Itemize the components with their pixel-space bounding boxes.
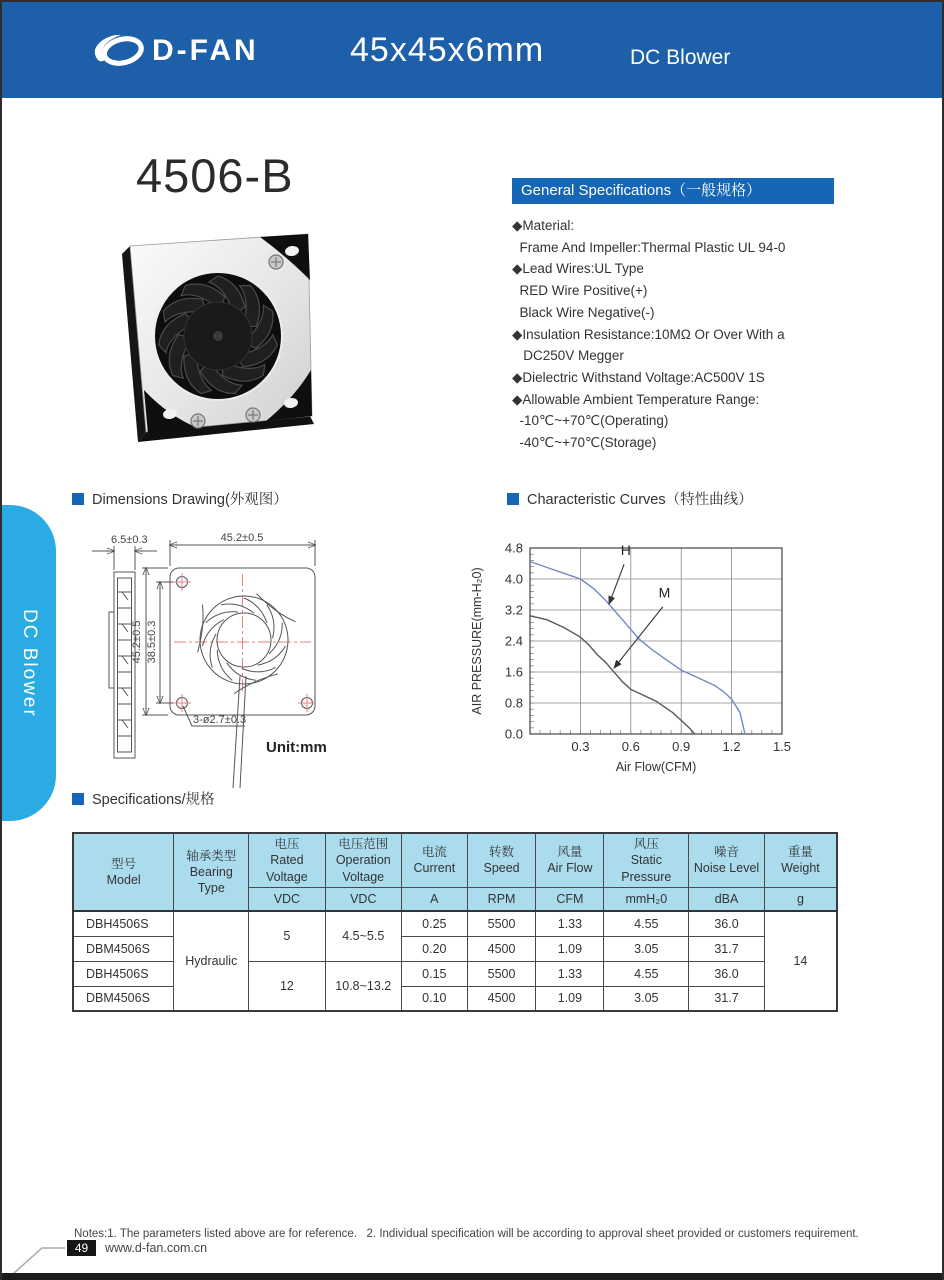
spec-line: DC250V Megger (512, 348, 624, 364)
website-link[interactable]: www.d-fan.com.cn (105, 1241, 208, 1255)
spec-line: ◆Allowable Ambient Temperature Range: (512, 391, 760, 407)
svg-text:45.2±0.5: 45.2±0.5 (220, 532, 264, 544)
spec-table-wrap (72, 832, 838, 1012)
unit-cell: mmH₂0 (604, 887, 689, 911)
spec-line: Black Wire Negative(-) (512, 304, 655, 320)
svg-text:3.2: 3.2 (504, 602, 523, 618)
table-cell: 5 (249, 911, 325, 961)
svg-text:6.5±0.3: 6.5±0.3 (111, 534, 148, 546)
section-bullet-icon (72, 493, 84, 505)
unit-cell: RPM (467, 887, 536, 911)
column-header: 电流 Current (401, 833, 467, 887)
section-dimensions-label: Dimensions Drawing(外观图） (92, 492, 288, 508)
spec-line: ◆Lead Wires:UL Type (512, 261, 644, 277)
table-cell: Hydraulic (174, 911, 249, 1011)
section-curves (507, 488, 753, 509)
general-specs-list (512, 215, 912, 454)
svg-text:M: M (658, 584, 671, 601)
chart-plot (505, 541, 791, 755)
svg-text:1.2: 1.2 (722, 739, 741, 754)
table-cell: 31.7 (689, 936, 765, 961)
svg-text:0.6: 0.6 (621, 739, 640, 754)
table-cell: 36.0 (689, 911, 765, 936)
spec-table-head (73, 833, 837, 911)
svg-text:38.5±0.3: 38.5±0.3 (146, 620, 158, 664)
dimensions-drawing (70, 530, 420, 795)
table-cell: 10.8~13.2 (325, 961, 401, 1011)
table-cell: 4500 (467, 936, 536, 961)
spec-line: ◆Insulation Resistance:10MΩ Or Over With a (512, 326, 785, 342)
table-cell: 3.05 (604, 986, 689, 1011)
top-header-bar (2, 2, 942, 98)
section-dimensions (72, 488, 288, 509)
spec-line: Frame And Impeller:Thermal Plastic UL 94-0 (512, 239, 786, 255)
table-cell: 3.05 (604, 936, 689, 961)
column-header: 型号 Model (73, 833, 174, 911)
brand-logo (90, 30, 259, 72)
column-header: 噪音 Noise Level (689, 833, 765, 887)
spec-line: -40℃~+70℃(Storage) (512, 435, 657, 451)
table-cell: 4.55 (604, 911, 689, 936)
table-cell: 5500 (467, 961, 536, 986)
column-header: 风量 Air Flow (536, 833, 604, 887)
svg-text:45.2±0.5: 45.2±0.5 (131, 620, 143, 664)
svg-text:0.8: 0.8 (504, 695, 523, 711)
table-cell: 1.09 (536, 936, 604, 961)
table-cell: 4.5~5.5 (325, 911, 401, 961)
spec-line: ◆Dielectric Withstand Voltage:AC500V 1S (512, 369, 765, 385)
table-cell: DBM4506S (73, 986, 174, 1011)
section-curves-label: Characteristic Curves（特性曲线） (527, 492, 753, 508)
product-photo (98, 218, 328, 458)
svg-text:3-ø2.7±0.3: 3-ø2.7±0.3 (193, 714, 247, 726)
spec-line: RED Wire Positive(+) (512, 283, 648, 299)
svg-text:2.4: 2.4 (504, 633, 523, 649)
general-specs-title: General Specifications（一般规格） (512, 178, 834, 204)
column-header: 风压 Static Pressure (604, 833, 689, 887)
column-header: 轴承类型 Bearing Type (174, 833, 249, 911)
table-cell: 12 (249, 961, 325, 1011)
spec-table-body (73, 911, 837, 1011)
page-number-badge: 49 (67, 1240, 96, 1256)
brand-name: D-FAN (152, 34, 259, 67)
product-size: 45x45x6mm (350, 31, 545, 69)
unit-cell: g (764, 887, 837, 911)
spec-line: -10℃~+70℃(Operating) (512, 413, 669, 429)
svg-text:0.3: 0.3 (571, 739, 590, 754)
table-cell: 1.33 (536, 911, 604, 936)
notes-text: Notes:1. The parameters listed above are for reference. 2. Individual specification will be according to approval sheet provided or customers requirement. (74, 1228, 859, 1240)
unit-cell: dBA (689, 887, 765, 911)
chart-x-axis-label: Air Flow(CFM) (615, 760, 697, 774)
page-title: 4506-B (136, 149, 294, 202)
table-row (73, 911, 837, 936)
table-cell: 1.09 (536, 986, 604, 1011)
bottom-edge-bar (2, 1273, 942, 1280)
column-header: 转数 Speed (467, 833, 536, 887)
characteristic-curves-chart (468, 524, 813, 782)
unit-cell: CFM (536, 887, 604, 911)
svg-text:0.9: 0.9 (672, 739, 691, 754)
column-header: 电压范围 Operation Voltage (325, 833, 401, 887)
section-specifications-label: Specifications/规格 (92, 792, 215, 808)
chart-y-axis-label: AIR PRESSURE(mm-H₂0) (470, 567, 484, 715)
product-category: DC Blower (630, 46, 731, 69)
svg-text:0.0: 0.0 (504, 726, 523, 742)
unit-cell: VDC (325, 887, 401, 911)
svg-text:4.8: 4.8 (504, 540, 523, 556)
column-header: 电压 Rated Voltage (249, 833, 325, 887)
unit-cell: A (401, 887, 467, 911)
section-bullet-icon (507, 493, 519, 505)
spec-table (72, 832, 838, 1012)
unit-cell: VDC (249, 887, 325, 911)
table-cell: 36.0 (689, 961, 765, 986)
table-cell: 0.10 (401, 986, 467, 1011)
logo-swoosh-icon (90, 30, 150, 72)
svg-text:4.0: 4.0 (504, 571, 523, 587)
table-cell: DBH4506S (73, 911, 174, 936)
table-cell: 5500 (467, 911, 536, 936)
table-cell: 0.15 (401, 961, 467, 986)
table-cell: 4500 (467, 986, 536, 1011)
svg-text:Unit:mm: Unit:mm (266, 739, 327, 756)
spec-line: ◆Material: (512, 218, 575, 233)
column-header: 重量 Weight (764, 833, 837, 887)
svg-text:1.6: 1.6 (504, 664, 523, 680)
table-cell: 0.20 (401, 936, 467, 961)
table-cell: 1.33 (536, 961, 604, 986)
side-tab-label: DC Blower (19, 608, 40, 718)
table-cell: 31.7 (689, 986, 765, 1011)
table-cell: 0.25 (401, 911, 467, 936)
table-cell: DBH4506S (73, 961, 174, 986)
table-cell: DBM4506S (73, 936, 174, 961)
side-tab-dc-blower (2, 505, 56, 821)
table-cell: 14 (764, 911, 837, 1011)
svg-text:H: H (620, 541, 631, 558)
svg-text:1.5: 1.5 (772, 739, 792, 754)
table-cell: 4.55 (604, 961, 689, 986)
